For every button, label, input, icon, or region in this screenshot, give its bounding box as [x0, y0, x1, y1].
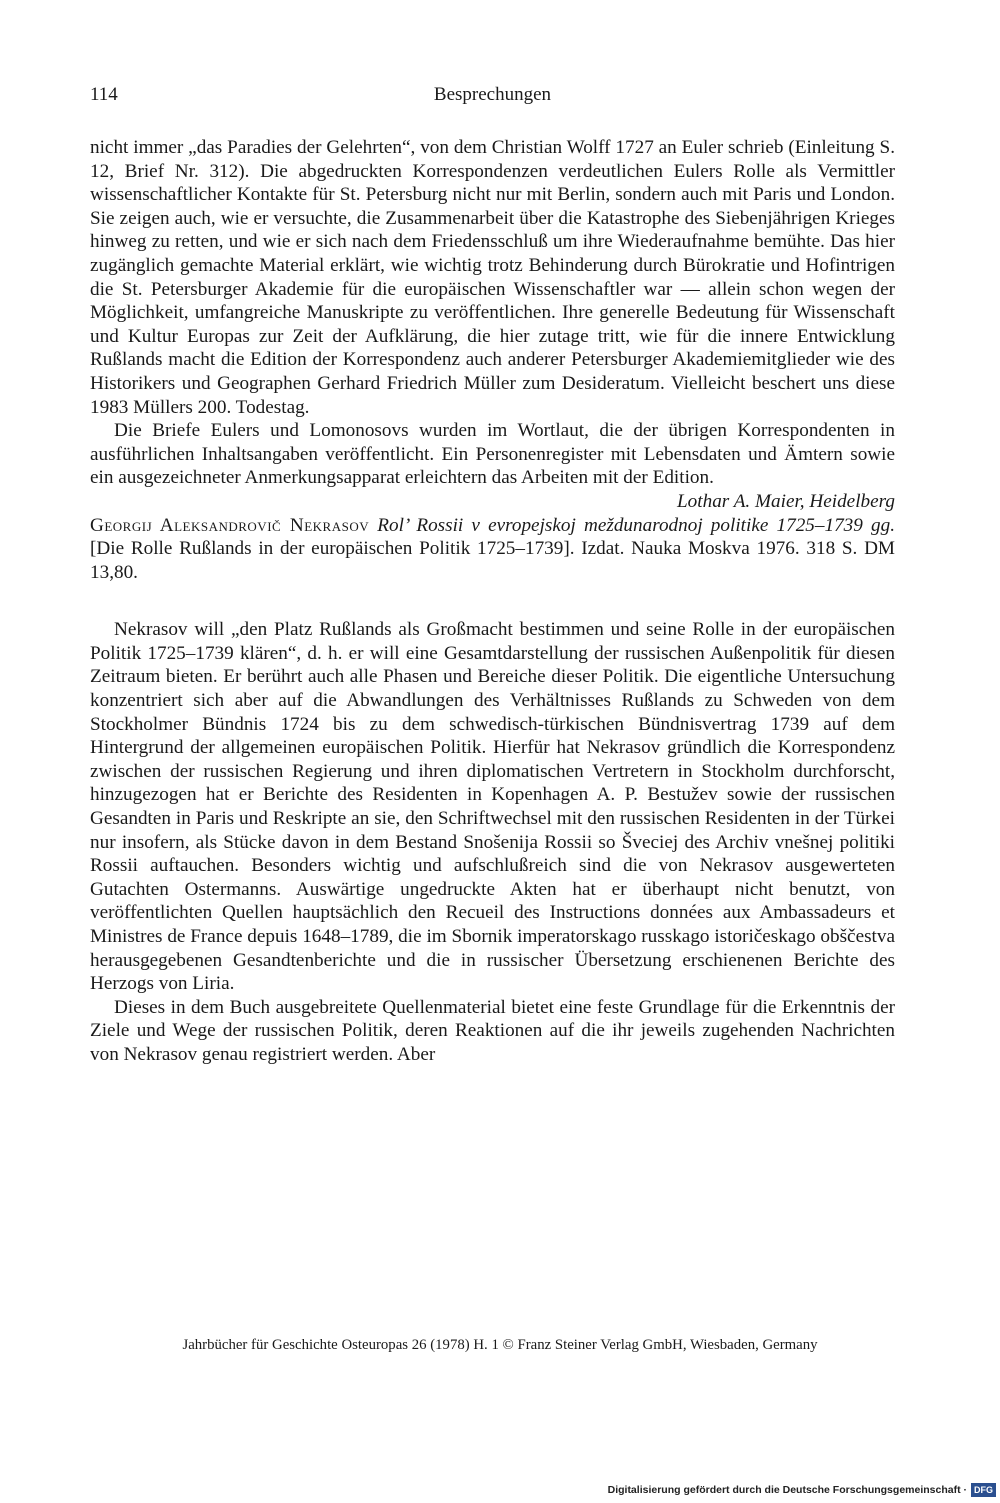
reviewer-signature: Lothar A. Maier, Heidelberg [677, 490, 895, 512]
review-heading [90, 514, 895, 585]
digitization-text: Digitalisierung gefördert durch die Deutsche Forschungsgemeinschaft · [607, 1484, 967, 1496]
book-title: Rol’ Rossii v evropejskoj meždunarodnoj politike 1725–1739 gg. [377, 514, 895, 536]
previous-review-paragraph-2: Die Briefe Eulers und Lomonosovs wurden im Wortlaut, die der übrigen Korrespondenten in ausführlichen Inhaltsangaben veröffentlicht. Ein Personenregister mit Lebensdaten und Ämtern sowie ein ausgezeichneter Anmerkungsapparat erleichtern das Arbeiten mit der Edition. [90, 420, 895, 489]
dfg-logo: DFG [971, 1483, 996, 1497]
digitization-note [608, 1482, 996, 1498]
review-paragraph-2: Dieses in dem Buch ausgebreitete Quellenmaterial bietet eine feste Grundlage für die Erkenntnis der Ziele und Wege der russischen Politik, deren Reaktionen auf die ihr jeweils zugehenden Nachrichten von Nekrasov genau registriert werden. Aber [90, 996, 895, 1065]
body-text [90, 136, 895, 1067]
review-body [90, 618, 895, 1066]
review-paragraph-1: Nekrasov will „den Platz Rußlands als Großmacht bestimmen und seine Rolle in der europäischen Politik 1725–1739 klären“, d. h. er will eine Gesamtdarstellung der russischen Außenpolitik für diesen Zeitraum bieten. Er berührt auch alle Phasen und Bereiche dieser Politik. Die eigentliche Untersuchung konzentriert sich aber auf die Abwandlungen des Verhältnisses Rußlands zu Schweden von dem Stockholmer Bündnis 1724 bis zu dem schwedisch-türkischen Bündnisvertrag 1739 auf dem Hintergrund der allgemeinen europäischen Politik. Hierfür hat Nekrasov gründlich die Korrespondenz zwischen der russischen Regierung und ihren diplomatischen Vertretern in Stockholm durchforscht, hinzugezogen hat er Berichte des Residenten in Kopenhagen A. P. Bestužev sowie der russischen Gesandten in Paris und Reskripte an sie, den Schriftwechsel mit den russischen Residenten in der Türkei nur insofern, als Stücke davon in dem Bestand Snošenija Rossii so Šveciej des Archiv vnešnej politiki Rossii auftauchen. Besonders wichtig und aufschlußreich sind die von Nekrasov ausgewerteten Gutachten Ostermanns. Auswärtige ungedruckte Akten hat er überhaupt nicht benutzt, von veröffentlichten Quellen hauptsächlich den Recueil des Instructions données aux Ambassadeurs et Ministres de France depuis 1648–1789, die im Sbornik imperatorskago russkago istoričeskago obščestva herausgegebenen Gesandtenberichte und die in russischer Übersetzung erschienenen Berichte des Herzogs von Liria. [90, 619, 895, 995]
page-number: 114 [90, 84, 118, 105]
book-author: Georgij Aleksandrovič Nekrasov [90, 514, 370, 536]
page-header [90, 84, 895, 112]
running-head: Besprechungen [433, 84, 552, 105]
previous-review-paragraph-1: nicht immer „das Paradies der Gelehrten“, von dem Christian Wolff 1727 an Euler schrieb (Einleitung S. 12, Brief Nr. 312). Die abgedruckten Korrespondenzen verdeutlichen Eulers Rolle als Vermittler wissenschaftlicher Kontakte für St. Petersburg nicht nur mit Berlin, sondern auch mit Paris und London. Sie zeigen auch, wie er versuchte, die Zusammenarbeit über die Katastrophe des Siebenjährigen Krieges hinweg zu retten, und wie er sich nach dem Friedensschluß um ihre Wiederaufnahme bemühte. Das hier zugänglich gemachte Material erklärt, wie wichtig trotz Behinderung durch Bürokratie und Hofintrigen die St. Petersburger Akademie für die europäischen Wissenschaftler war — allein schon wegen der Möglichkeit, umfangreiche Manuskripte zu veröffentlichen. Ihre generelle Bedeutung für Wissenschaft und Kultur Europas zur Zeit der Aufklärung, die hier zutage tritt, wie für die innere Entwicklung Rußlands macht die Edition der Korrespondenz auch anderer Petersburger Akademiemitglieder wie des Historikers und Geographen Gerhard Friedrich Müller zum Desideratum. Vielleicht beschert uns diese 1983 Müllers 200. Todestag. [90, 137, 895, 418]
book-bibliographic-info: [Die Rolle Rußlands in der europäischen Politik 1725–1739]. Izdat. Nauka Moskva 1976. 318 S. DM 13,80. [90, 538, 895, 583]
journal-footer: Jahrbücher für Geschichte Osteuropas 26 (1978) H. 1 © Franz Steiner Verlag GmbH, Wiesbaden, Germany [182, 1337, 818, 1353]
